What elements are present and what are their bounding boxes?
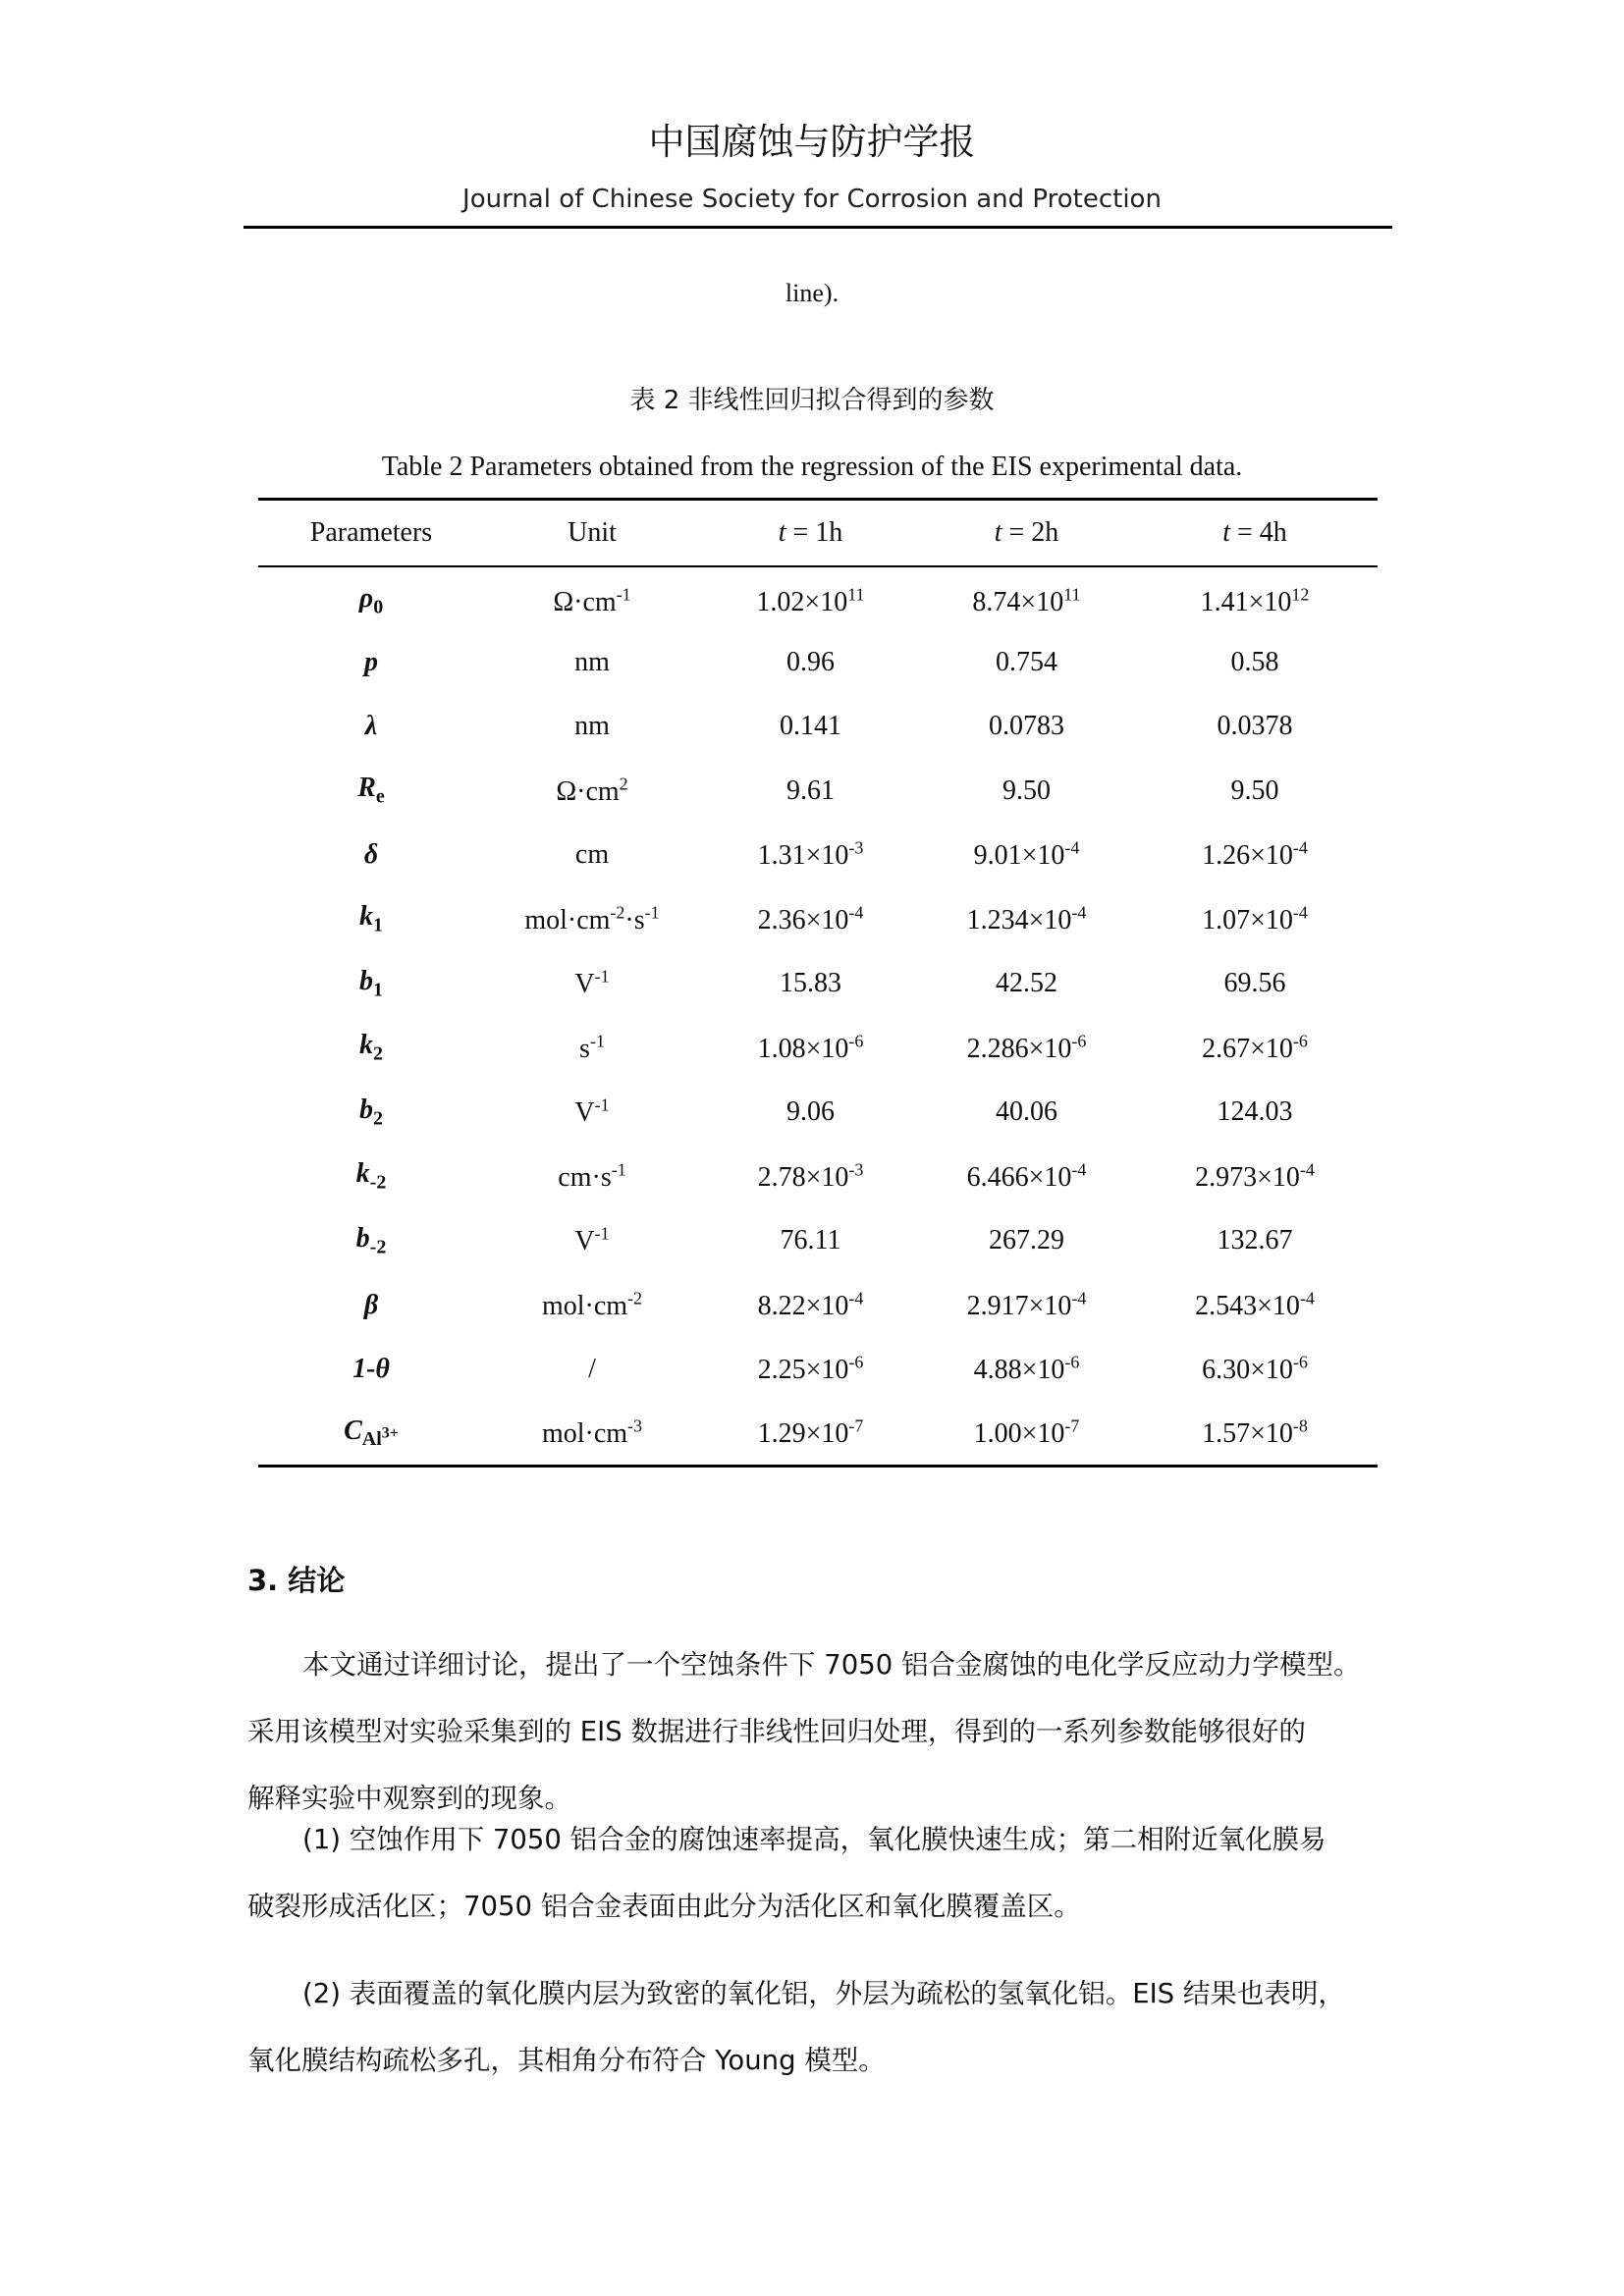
- cell-value-t4: $6.30\times 10^{-6}$: [1202, 1353, 1308, 1386]
- cell-value-t2: $2.917\times 10^{-4}$: [966, 1288, 1087, 1321]
- cell-value-t4: $1.57\times 10^{-8}$: [1202, 1415, 1308, 1450]
- column-header-t2: t = 2h: [994, 516, 1059, 548]
- table-row: [258, 1016, 1378, 1081]
- cell-unit: $V^{-1}$: [574, 1095, 610, 1129]
- cell-unit: /: [588, 1354, 596, 1385]
- cell-value-t2: $1.00\times 10^{-7}$: [973, 1415, 1080, 1450]
- cell-value-t1: $1.29\times 10^{-7}$: [757, 1415, 864, 1450]
- table-row: [258, 1273, 1378, 1338]
- cell-value-t4: $2.543\times 10^{-4}$: [1195, 1288, 1315, 1321]
- paragraph-line: 采用该模型对实验采集到的 EIS 数据进行非线性回归处理，得到的一系列参数能够很好的: [247, 1716, 1306, 1747]
- table-row: [258, 759, 1378, 824]
- table-row: [258, 1338, 1378, 1403]
- cell-parameter: β: [363, 1289, 379, 1320]
- column-header-parameters: Parameters: [309, 516, 433, 548]
- journal-title-cn: 中国腐蚀与防护学报: [648, 121, 976, 163]
- section-heading: 3. 结论: [247, 1564, 346, 1597]
- cell-parameter: $C_{Al^{3+}}$: [344, 1415, 399, 1451]
- cell-value-t1: 9.61: [786, 774, 835, 806]
- table-caption-en: Table 2 Parameters obtained from the regression of the EIS experimental data.: [381, 452, 1243, 482]
- cell-value-t2: $2.286\times 10^{-6}$: [966, 1031, 1087, 1064]
- cell-unit: $V^{-1}$: [574, 1224, 610, 1257]
- paragraph-3: [247, 1960, 1392, 2094]
- cell-unit: $cm\cdot s^{-1}$: [558, 1159, 626, 1193]
- cell-value-t4: $1.07\times 10^{-4}$: [1202, 902, 1308, 935]
- table-caption-cn: 表 2 非线性回归拟合得到的参数: [629, 386, 995, 415]
- journal-title-en: Journal of Chinese Society for Corrosion and Protection: [462, 185, 1162, 214]
- cell-value-t1: 15.83: [780, 968, 841, 999]
- cell-value-t1: $1.31\times 10^{-3}$: [757, 838, 864, 872]
- paragraph-line: (2) 表面覆盖的氧化膜内层为致密的氧化铝，外层为疏松的氢氧化铝。EIS 结果也表明，: [302, 1978, 1345, 2009]
- cell-parameter: $b_{-2}$: [355, 1222, 387, 1258]
- cell-unit: $s^{-1}$: [579, 1031, 605, 1064]
- cell-value-t2: 0.754: [996, 646, 1057, 677]
- cell-value-t2: 40.06: [996, 1096, 1057, 1128]
- table-row: [258, 630, 1378, 695]
- carry-over-text: line).: [785, 279, 839, 307]
- column-header-t4: t = 4h: [1222, 516, 1287, 548]
- paragraph-line: 氧化膜结构疏松多孔，其相角分布符合 Young 模型。: [247, 2045, 886, 2076]
- cell-unit: cm: [574, 839, 610, 871]
- cell-unit: $mol\cdot cm^{-2}$: [541, 1288, 643, 1321]
- cell-value-t1: $1.08\times 10^{-6}$: [757, 1031, 864, 1064]
- cell-value-t2: $1.234\times 10^{-4}$: [966, 902, 1087, 935]
- header-rule: [244, 226, 1392, 229]
- cell-value-t2: $4.88\times 10^{-6}$: [973, 1353, 1080, 1386]
- cell-parameter: λ: [364, 711, 378, 742]
- cell-value-t2: $8.74\times 10^{11}$: [972, 584, 1081, 617]
- cell-unit: $mol\cdot cm^{-3}$: [541, 1415, 643, 1450]
- cell-value-t4: 0.58: [1230, 646, 1279, 677]
- cell-value-t2: 267.29: [989, 1225, 1064, 1256]
- cell-parameter: $R_e$: [357, 773, 385, 809]
- cell-value-t4: 0.0378: [1217, 711, 1293, 742]
- table-row: [258, 566, 1378, 631]
- paragraph-line: (1) 空蚀作用下 7050 铝合金的腐蚀速率提高，氧化膜快速生成；第二相附近氧化膜易: [302, 1824, 1326, 1855]
- cell-value-t1: $2.36\times 10^{-4}$: [757, 902, 864, 935]
- cell-parameter: δ: [363, 839, 379, 871]
- table-row: [258, 695, 1378, 760]
- table-row: [258, 1402, 1378, 1467]
- cell-value-t2: 0.0783: [989, 711, 1064, 742]
- table-row: [258, 887, 1378, 952]
- table-header-row: [258, 500, 1378, 566]
- paragraph-1: [247, 1631, 1392, 1832]
- table-row: [258, 1209, 1378, 1274]
- cell-value-t4: 69.56: [1223, 968, 1286, 999]
- cell-parameter: p: [364, 646, 378, 677]
- cell-value-t4: 132.67: [1217, 1225, 1293, 1256]
- cell-unit: nm: [574, 646, 610, 677]
- cell-value-t1: $1.02\times 10^{11}$: [756, 584, 865, 617]
- cell-parameter: $\rho_0$: [358, 583, 384, 619]
- cell-unit: $\Omega\cdot cm^{-1}$: [553, 584, 631, 617]
- table-row: [258, 1081, 1378, 1146]
- cell-unit: nm: [574, 711, 610, 742]
- cell-parameter: $k_2$: [359, 1030, 383, 1066]
- parameters-table: [258, 498, 1378, 1468]
- cell-value-t1: 0.141: [780, 711, 841, 742]
- cell-value-t4: 9.50: [1230, 774, 1279, 806]
- cell-value-t4: $2.67\times 10^{-6}$: [1202, 1031, 1308, 1064]
- table-row: [258, 824, 1378, 888]
- cell-value-t4: $2.973\times 10^{-4}$: [1195, 1159, 1315, 1193]
- column-header-unit: Unit: [568, 516, 617, 548]
- cell-parameter: $b_2$: [359, 1094, 383, 1130]
- cell-value-t1: $8.22\times 10^{-4}$: [757, 1288, 864, 1321]
- table-row: [258, 952, 1378, 1017]
- table-row: [258, 1145, 1378, 1209]
- cell-unit: $V^{-1}$: [574, 967, 610, 1000]
- paragraph-line: 破裂形成活化区；7050 铝合金表面由此分为活化区和氧化膜覆盖区。: [247, 1891, 1081, 1922]
- paragraph-line: 解释实验中观察到的现象。: [247, 1783, 571, 1814]
- cell-value-t2: 42.52: [996, 968, 1057, 999]
- cell-value-t4: $1.41\times 10^{12}$: [1200, 584, 1310, 617]
- column-header-t1: t = 1h: [778, 516, 843, 548]
- paragraph-2: [247, 1806, 1392, 1940]
- cell-parameter: $k_1$: [359, 901, 383, 937]
- cell-value-t1: 9.06: [786, 1096, 835, 1128]
- cell-value-t1: $2.25\times 10^{-6}$: [757, 1353, 864, 1386]
- cell-value-t4: $1.26\times 10^{-4}$: [1202, 838, 1308, 872]
- table-body: [258, 566, 1378, 1467]
- cell-unit: $\Omega\cdot cm^2$: [556, 774, 628, 807]
- cell-value-t2: 9.50: [1002, 774, 1051, 806]
- cell-value-t2: $9.01\times 10^{-4}$: [973, 838, 1080, 872]
- cell-value-t2: $6.466\times 10^{-4}$: [966, 1159, 1087, 1193]
- paragraph-line: 本文通过详细讨论，提出了一个空蚀条件下 7050 铝合金腐蚀的电化学反应动力学模型。: [302, 1649, 1361, 1681]
- cell-unit: $mol\cdot cm^{-2}\cdot s^{-1}$: [524, 902, 660, 935]
- cell-value-t1: 76.11: [780, 1225, 841, 1256]
- cell-value-t4: 124.03: [1217, 1096, 1293, 1128]
- cell-parameter: 1-θ: [352, 1354, 390, 1385]
- cell-value-t1: 0.96: [786, 646, 835, 677]
- cell-value-t1: $2.78\times 10^{-3}$: [757, 1159, 864, 1193]
- cell-parameter: $b_1$: [359, 965, 383, 1001]
- cell-parameter: $k_{-2}$: [355, 1158, 387, 1195]
